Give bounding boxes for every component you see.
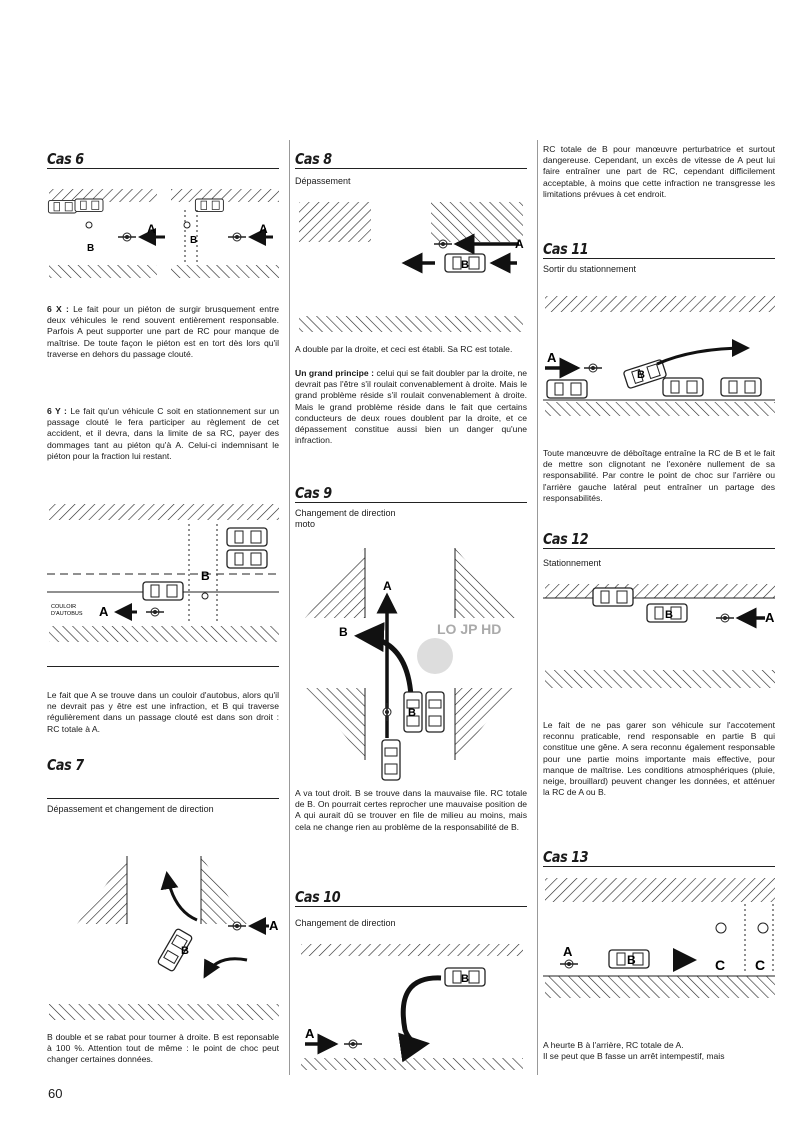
lane-label: D'AUTOBUS [51,611,83,617]
title-rule [543,866,775,867]
paragraph-label: 6 X : [47,304,69,314]
case-10-subtitle: Changement de direction [295,918,396,928]
subtitle-line: moto [295,519,316,529]
watermark: LO JP HD [437,621,502,637]
case-7-diagram [47,844,281,1024]
lane-label: COULOIR [51,604,77,610]
case-8-subtitle: Dépassement [295,176,351,186]
case-9-subtitle [295,508,396,530]
case-6-bus-paragraph: Le fait que A se trouve dans un couloir d'autobus, alors qu'il ne devrait pas y être est une infraction, et B qui traverse régulièrement dans un passage clouté est dans son droit : RC totale à A. [47,690,279,734]
title-rule [295,502,527,503]
case-10-continuation: RC totale de B pour manœuvre perturbatrice et surtout dangereuse. Cependant, un excès de vitesse de A peut lui faire entraîner une part de RC, cependant difficilement acceptable, à moins que cette infraction ne transgresse les limitations prévues à cet endroit. [543,144,775,199]
label-a: A [147,222,156,236]
label-c: C [755,957,766,973]
label-c: C [715,957,726,973]
paragraph-label: 6 Y : [47,406,67,416]
label-a: A [515,237,524,251]
case-7-subtitle: Dépassement et changement de direction [47,804,214,814]
case-8-principle [295,368,527,446]
paragraph-text: celui qui se fait doubler par la droite, ne devrait pas l'être s'il roulait convenablement à droite. Mais le grand problème réside s'il roulait convenablement à droite. Mais le grand problème réside dans le fait que certains conducteurs de deux roues doublent par la droite, et ce dépassement constitue aussi bien un danger qu'une infraction. [295,368,527,446]
title-rule [47,798,279,799]
case-13-diagram [543,872,777,1008]
case-11-title: Cas 11 [543,240,589,258]
paragraph-line: Il se peut que B fasse un arrêt intempestif, mais [543,1051,725,1062]
label-b: B [408,707,416,719]
case-6x-paragraph [47,304,279,360]
title-rule [295,168,527,169]
case-12-paragraph: Le fait de ne pas garer son véhicule sur l'accotement reconnu praticable, rend responsable en partie B qui constitue une gêne. A sera reconnu également responsable pour une partie moins importante mais effective, pour manque de maîtrise. Les conditions atmosphériques (pluie, neige, brouillard) peuvent changer les données, et atténuer la RC de A ou B. [543,720,775,798]
page-number: 60 [48,1086,63,1101]
title-rule [295,906,527,907]
case-6-title: Cas 6 [47,150,84,168]
paragraph-text: Le fait qu'un véhicule C soit en stationnement sur un passage clouté le fera participer au règlement de cet accident, et il devra, dans la limite de sa RC, payer des dommages tant au piéton qu'à A. Celui-ci indemnisant le piéton pour la fraction lui restant. [47,406,280,461]
label-a: A [547,350,557,365]
case-9-diagram [295,538,529,778]
label-b: B [339,625,348,639]
column-separator [289,140,290,1075]
case-12-diagram [543,580,777,700]
case-10-diagram [295,940,529,1074]
case-6y-paragraph [47,406,279,462]
case-12-subtitle: Stationnement [543,558,602,568]
subtitle-line: Changement de direction [295,508,396,518]
case-8-diagram [295,196,529,336]
case-9-title: Cas 9 [295,484,332,502]
title-rule [543,548,775,549]
label-b: B [637,369,645,381]
case-11-paragraph: Toute manœuvre de déboîtage entraîne la RC de B et le fait de mettre son clignotant ne l'exonère nullement de sa responsabilité. Par contre le point de choc sur l'arrière ou l'arrière gauche latéral peut entraîner un partage des responsabilités. [543,448,775,503]
case-9-paragraph: A va tout droit. B se trouve dans la mauvaise file. RC totale de B. On pourrait certes reprocher une mauvaise position de A qui aurait dû se trouver en file de milieu au moins, mais cela ne change rien au problème de la responsabilité de B. [295,788,527,832]
label-b: B [461,973,469,985]
label-a: A [383,579,392,593]
case-13-title: Cas 13 [543,848,589,866]
case-8-title: Cas 8 [295,150,332,168]
case-10-title: Cas 10 [295,888,341,906]
case-12-title: Cas 12 [543,530,589,548]
label-b: B [665,609,673,621]
label-b: B [87,243,95,254]
label-a: A [259,222,268,236]
column-separator [537,140,538,1075]
case-7-title: Cas 7 [47,756,84,774]
case-7-paragraph: B double et se rabat pour tourner à droite. B est reponsable à 100 %. Attention tout de même : le point de choc peut changer certaines données. [47,1032,279,1065]
label-a: A [269,918,279,933]
paragraph-text: Le fait pour un piéton de surgir brusquement entre deux véhicules le rend souvent entièrement responsable. Parfois A peut supporter une part de RC pour manque de maîtrise. De toute façon le piéton est en tort dès lors qu'il traverse en dehors du passage clouté. [47,304,280,359]
section-rule [47,666,279,667]
case-11-subtitle: Sortir du stationnement [543,264,637,274]
title-rule [543,258,775,259]
label-b: B [190,235,198,246]
paragraph-line: A heurte B à l'arrière, RC totale de A. [543,1040,684,1050]
case-8-paragraph: A double par la droite, et ceci est établi. Sa RC est totale. [295,344,513,354]
case-11-diagram [543,290,777,440]
paragraph-label: Un grand principe : [295,368,374,378]
label-b: B [181,945,189,957]
title-rule [47,168,279,169]
label-a: A [305,1026,315,1041]
label-a: A [99,604,109,619]
case-6-bus-lane-diagram [47,502,281,652]
label-a: A [765,610,775,625]
label-b: B [461,259,469,271]
case-6-diagram-xy [47,185,281,295]
label-b: B [627,953,636,967]
label-a: A [563,944,573,959]
label-b: B [201,569,210,583]
case-13-paragraph [543,1040,775,1062]
